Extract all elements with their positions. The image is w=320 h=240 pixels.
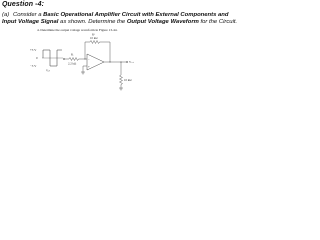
question-text-line-1 — [2, 12, 229, 18]
opamp-noninverting-sign: + — [88, 65, 90, 69]
opamp-circuit-diagram — [30, 32, 145, 94]
rf-value: 10 kΩ — [90, 36, 98, 40]
question-text-bold: Basic Operational Amplifier Circuit with External Components and — [43, 12, 229, 18]
vin-positive-label: +3 V — [30, 48, 37, 52]
vin-negative-label: −3 V — [30, 64, 37, 68]
ri-value: 2.2 kΩ — [68, 61, 77, 66]
vout-label: Vₒᵤₜ — [129, 60, 134, 64]
question-text-bold: Output Voltage Waveform — [126, 19, 199, 25]
input-waveform — [42, 50, 63, 66]
figure-caption: 4. Determine the output voltage waveform in Figure 13-44. — [37, 28, 118, 32]
output-terminal — [126, 61, 128, 63]
question-text-line-2 — [2, 19, 237, 25]
rf-resistor — [90, 41, 100, 44]
opamp-inverting-sign: − — [88, 57, 90, 62]
output-node — [110, 62, 111, 63]
vin-label: Vᵢₙ — [46, 68, 50, 73]
question-text-bold: Input Voltage Signal — [2, 19, 59, 25]
question-text-segment: for the Circuit. — [198, 19, 238, 25]
question-text-segment: Consider a — [13, 12, 44, 18]
question-text-segment: as shown. Determine the — [58, 19, 127, 25]
rf-label: Rᶠ — [92, 32, 95, 37]
ri-label: Rᵢ — [71, 52, 74, 57]
ri-resistor — [69, 58, 79, 61]
ground-icon — [81, 72, 85, 74]
input-terminal — [63, 58, 65, 60]
vin-zero-label: 0 — [36, 56, 38, 60]
question-heading: Question -4: — [2, 1, 45, 8]
load-resistor — [120, 75, 123, 85]
load-resistor-value: 10 kΩ — [124, 78, 132, 82]
part-label: (a) — [2, 12, 10, 18]
ground-icon — [119, 88, 123, 90]
inverting-node — [85, 59, 86, 60]
